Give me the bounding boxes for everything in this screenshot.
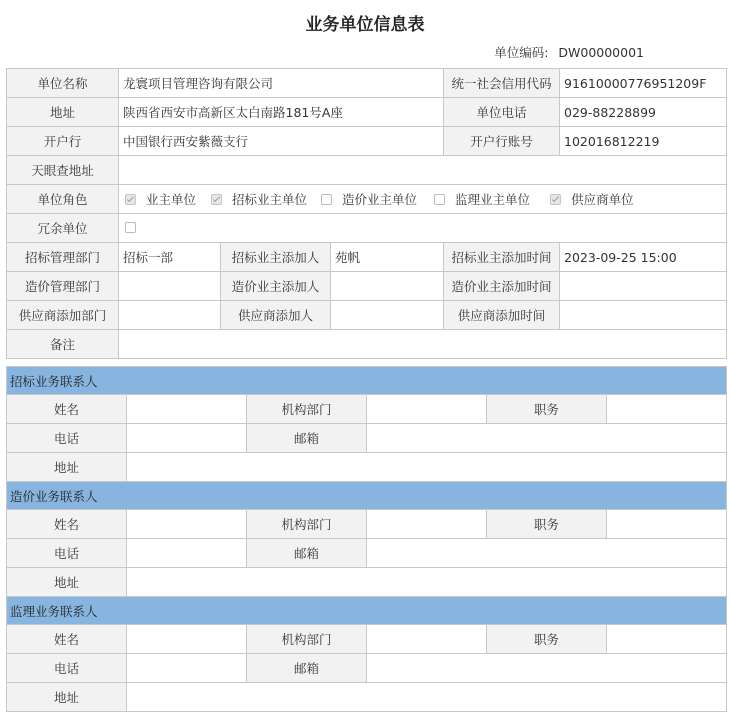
contact-dept-label: 机构部门	[247, 625, 367, 654]
page-title: 业务单位信息表	[305, 15, 425, 35]
supplier-dept-value	[119, 301, 221, 330]
redundant-unit-cell	[119, 214, 727, 243]
redundant-unit-label: 冗余单位	[7, 214, 119, 243]
contact-email-label: 邮箱	[247, 654, 367, 683]
contact-section-supervision	[7, 597, 727, 712]
bid-adder-value: 苑帆	[331, 243, 444, 272]
cost-adder-label: 造价业主添加人	[221, 272, 331, 301]
supplier-dept-label: 供应商添加部门	[7, 301, 119, 330]
remark-label: 备注	[7, 330, 119, 359]
role-bid-owner-checkbox[interactable]: 招标业主单位	[205, 190, 307, 208]
contact-title-label: 职务	[487, 625, 607, 654]
contact-section-cost	[7, 482, 727, 597]
bank-account-value: 102016812219	[560, 127, 727, 156]
contact-email-value	[367, 539, 727, 568]
role-supplier-checkbox[interactable]: 供应商单位	[544, 190, 634, 208]
cost-time-label: 造价业主添加时间	[444, 272, 560, 301]
section-header: 造价业务联系人	[7, 482, 727, 510]
contact-phone-value	[127, 424, 247, 453]
tianyan-value	[119, 156, 727, 185]
bank-label: 开户行	[7, 127, 119, 156]
bid-dept-value: 招标一部	[119, 243, 221, 272]
unit-phone-label: 单位电话	[444, 98, 560, 127]
redundant-unit-checkbox[interactable]	[125, 222, 136, 233]
contact-title-label: 职务	[487, 395, 607, 424]
cost-adder-value	[331, 272, 444, 301]
unit-code-row	[0, 42, 730, 68]
unit-phone-value: 029-88228899	[560, 98, 727, 127]
contact-email-label: 邮箱	[247, 539, 367, 568]
section-header: 招标业务联系人	[7, 367, 727, 395]
checkbox-unchecked-icon	[321, 194, 332, 205]
bank-value: 中国银行西安紫薇支行	[119, 127, 444, 156]
supplier-time-label: 供应商添加时间	[444, 301, 560, 330]
contact-dept-value	[367, 395, 487, 424]
unit-role-label: 单位角色	[7, 185, 119, 214]
contact-dept-value	[367, 625, 487, 654]
contact-section-bid	[7, 367, 727, 482]
unit-role-group	[119, 185, 727, 214]
contact-dept-label: 机构部门	[247, 510, 367, 539]
contact-name-value	[127, 395, 247, 424]
bank-account-label: 开户行账号	[444, 127, 560, 156]
checkbox-unchecked-icon	[434, 194, 445, 205]
contacts-table	[6, 366, 727, 712]
contact-phone-label: 电话	[7, 654, 127, 683]
checkbox-checked-icon	[125, 194, 136, 205]
supplier-time-value	[560, 301, 727, 330]
checkbox-checked-icon	[211, 194, 222, 205]
contact-title-value	[607, 395, 727, 424]
contact-address-label: 地址	[7, 568, 127, 597]
address-value: 陕西省西安市高新区太白南路181号A座	[119, 98, 444, 127]
unit-name-label: 单位名称	[7, 69, 119, 98]
contact-name-value	[127, 510, 247, 539]
bid-adder-label: 招标业主添加人	[221, 243, 331, 272]
remark-value	[119, 330, 727, 359]
contact-email-value	[367, 424, 727, 453]
contact-dept-value	[367, 510, 487, 539]
contact-address-value	[127, 683, 727, 712]
cost-time-value	[560, 272, 727, 301]
contact-address-label: 地址	[7, 453, 127, 482]
bid-time-label: 招标业主添加时间	[444, 243, 560, 272]
role-supervision-owner-checkbox[interactable]: 监理业主单位	[428, 190, 530, 208]
role-owner-checkbox[interactable]: 业主单位	[119, 190, 196, 208]
unit-code-label: 单位编码:	[494, 45, 549, 60]
cost-dept-label: 造价管理部门	[7, 272, 119, 301]
tianyan-label: 天眼查地址	[7, 156, 119, 185]
unit-code-value: DW00000001	[558, 45, 644, 60]
supplier-adder-value	[331, 301, 444, 330]
contact-title-value	[607, 625, 727, 654]
checkbox-checked-icon	[550, 194, 561, 205]
contact-address-value	[127, 568, 727, 597]
unit-info-table	[6, 68, 727, 359]
contact-address-value	[127, 453, 727, 482]
bid-time-value: 2023-09-25 15:00	[560, 243, 727, 272]
cost-dept-value	[119, 272, 221, 301]
contact-address-label: 地址	[7, 683, 127, 712]
contact-phone-value	[127, 539, 247, 568]
credit-code-value: 91610000776951209F	[560, 69, 727, 98]
supplier-adder-label: 供应商添加人	[221, 301, 331, 330]
contact-email-label: 邮箱	[247, 424, 367, 453]
bid-dept-label: 招标管理部门	[7, 243, 119, 272]
contact-title-value	[607, 510, 727, 539]
contact-phone-value	[127, 654, 247, 683]
role-cost-owner-checkbox[interactable]: 造价业主单位	[315, 190, 417, 208]
contact-name-value	[127, 625, 247, 654]
credit-code-label: 统一社会信用代码	[444, 69, 560, 98]
contact-title-label: 职务	[487, 510, 607, 539]
contact-dept-label: 机构部门	[247, 395, 367, 424]
contact-name-label: 姓名	[7, 510, 127, 539]
contact-phone-label: 电话	[7, 539, 127, 568]
contact-phone-label: 电话	[7, 424, 127, 453]
address-label: 地址	[7, 98, 119, 127]
contact-name-label: 姓名	[7, 395, 127, 424]
unit-name-value: 龙寰项目管理咨询有限公司	[119, 69, 444, 98]
section-header: 监理业务联系人	[7, 597, 727, 625]
contact-name-label: 姓名	[7, 625, 127, 654]
contact-email-value	[367, 654, 727, 683]
